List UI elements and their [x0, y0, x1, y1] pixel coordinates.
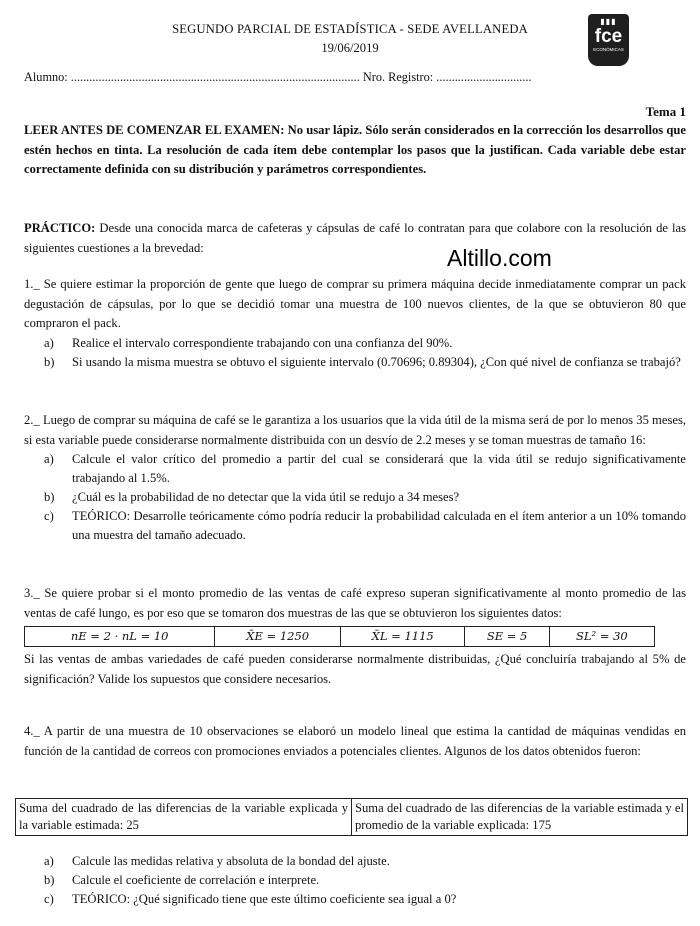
table-cell: Suma del cuadrado de las diferencias de la variable explicada y la variable estimada: 25	[16, 799, 352, 836]
list-item: a) Calcule las medidas relativa y absoluta de la bondad del ajuste.	[44, 854, 390, 868]
list-item: a) Calcule el valor crítico del promedio a partir del cual se considerará que la vida útil se redujo significativamente trabajando al 1.5%.	[44, 452, 686, 485]
table-cell: X̄E = 1250	[215, 627, 341, 647]
list-item: c) TEÓRICO: ¿Qué significado tiene que este último coeficiente sea igual a 0?	[44, 892, 457, 906]
question-2	[24, 411, 686, 545]
table-cell: SE = 5	[465, 627, 549, 647]
list-item: c) TEÓRICO: Desarrolle teóricamente cómo podría reducir la probabilidad calculada en el ítem anterior a un 10% tomando una muestra del tamaño adecuado.	[44, 509, 686, 542]
practico-label: PRÁCTICO:	[24, 221, 96, 235]
list-item: b) Calcule el coeficiente de correlación e interprete.	[44, 873, 320, 887]
list-item: a) Realice el intervalo correspondiente trabajando con una confianza del 90%.	[44, 335, 453, 350]
list-item: b) Si usando la misma muestra se obtuvo el siguiente intervalo (0.70696; 0.89304), ¿Con qué nivel de confianza se trabajó?	[44, 354, 681, 369]
table-cell: Suma del cuadrado de las diferencias de la variable estimada y el promedio de la variable explicada: 175	[352, 799, 688, 836]
exam-title: SEGUNDO PARCIAL DE ESTADÍSTICA - SEDE AVELLANEDA	[172, 22, 528, 36]
student-info-line: Alumno: .............................................................................................. Nro. Registro: ...............................	[24, 70, 532, 84]
question-4	[24, 722, 686, 761]
question-4-data-table	[15, 798, 688, 836]
question-4-items-block	[24, 852, 686, 909]
question-1-stem: 1._ Se quiere estimar la proporción de gente que luego de comprar su primera máquina decide inmediatamente comprar un pack degustación de cápsulas, por lo que se decidió tomar una muestra de 100 nuevos clientes, de la que se obtuvieron 80 que compraron el pack.	[24, 277, 686, 330]
question-3-data-table	[24, 626, 655, 647]
table-cell: X̄L = 1115	[341, 627, 465, 647]
question-4-stem: 4._ A partir de una muestra de 10 observaciones se elaboró un modelo lineal que estima la cantidad de máquinas vendidas en función de la cantidad de correos con promociones enviados a potenciales clientes. Algunos de los datos obtenidos fueron:	[24, 724, 686, 758]
question-3-followup: Si las ventas de ambas variedades de café pueden considerarse normalmente distribuidas, ¿Qué concluiría trabajando al 5% de significación? Valide los supuestos que considere necesarios.	[24, 652, 686, 686]
watermark: Altillo.com	[447, 245, 552, 271]
question-4-items	[24, 852, 686, 909]
question-1-items	[24, 334, 686, 372]
table-cell: SL² = 30	[549, 627, 654, 647]
practico-text: Desde una conocida marca de cafeteras y cápsulas de café lo contratan para que colabore con la resolución de las siguientes cuestiones a la brevedad:	[24, 221, 686, 255]
exam-date: 19/06/2019	[321, 41, 379, 55]
question-3	[24, 584, 686, 689]
tema-label: Tema 1	[645, 104, 686, 119]
question-2-stem: 2._ Luego de comprar su máquina de café se le garantiza a los usuarios que la vida útil de la misma será de por lo menos 35 meses, si esta variable puede considerarse normalmente distribuida con un desvío de 2.2 meses y se toman muestras de tamaño 16:	[24, 413, 686, 447]
question-1	[24, 275, 686, 372]
question-2-items	[24, 450, 686, 545]
university-logo: ▮▮▮ fce ECONÓMICAS	[588, 14, 629, 66]
logo-tower-icon: ▮▮▮	[600, 17, 617, 26]
question-3-stem: 3._ Se quiere probar si el monto promedio de las ventas de café expreso superan significativamente al monto promedio de las ventas de café lungo, es por eso que se tomaron dos muestras de las que se obtuvieron los siguientes datos:	[24, 586, 686, 620]
list-item: b) ¿Cuál es la probabilidad de no detectar que la vida útil se redujo a 34 meses?	[44, 490, 460, 504]
table-cell: nE = 2 · nL = 10	[25, 627, 215, 647]
exam-instructions: LEER ANTES DE COMENZAR EL EXAMEN: No usar lápiz. Sólo serán considerados en la corrección los desarrollos que estén hechos en tinta. La resolución de cada ítem debe contemplar los pasos que la justifican. Cada variable debe estar correctamente definida con su distribución y parámetros correspondientes.	[24, 123, 686, 176]
practico-intro	[24, 218, 686, 258]
